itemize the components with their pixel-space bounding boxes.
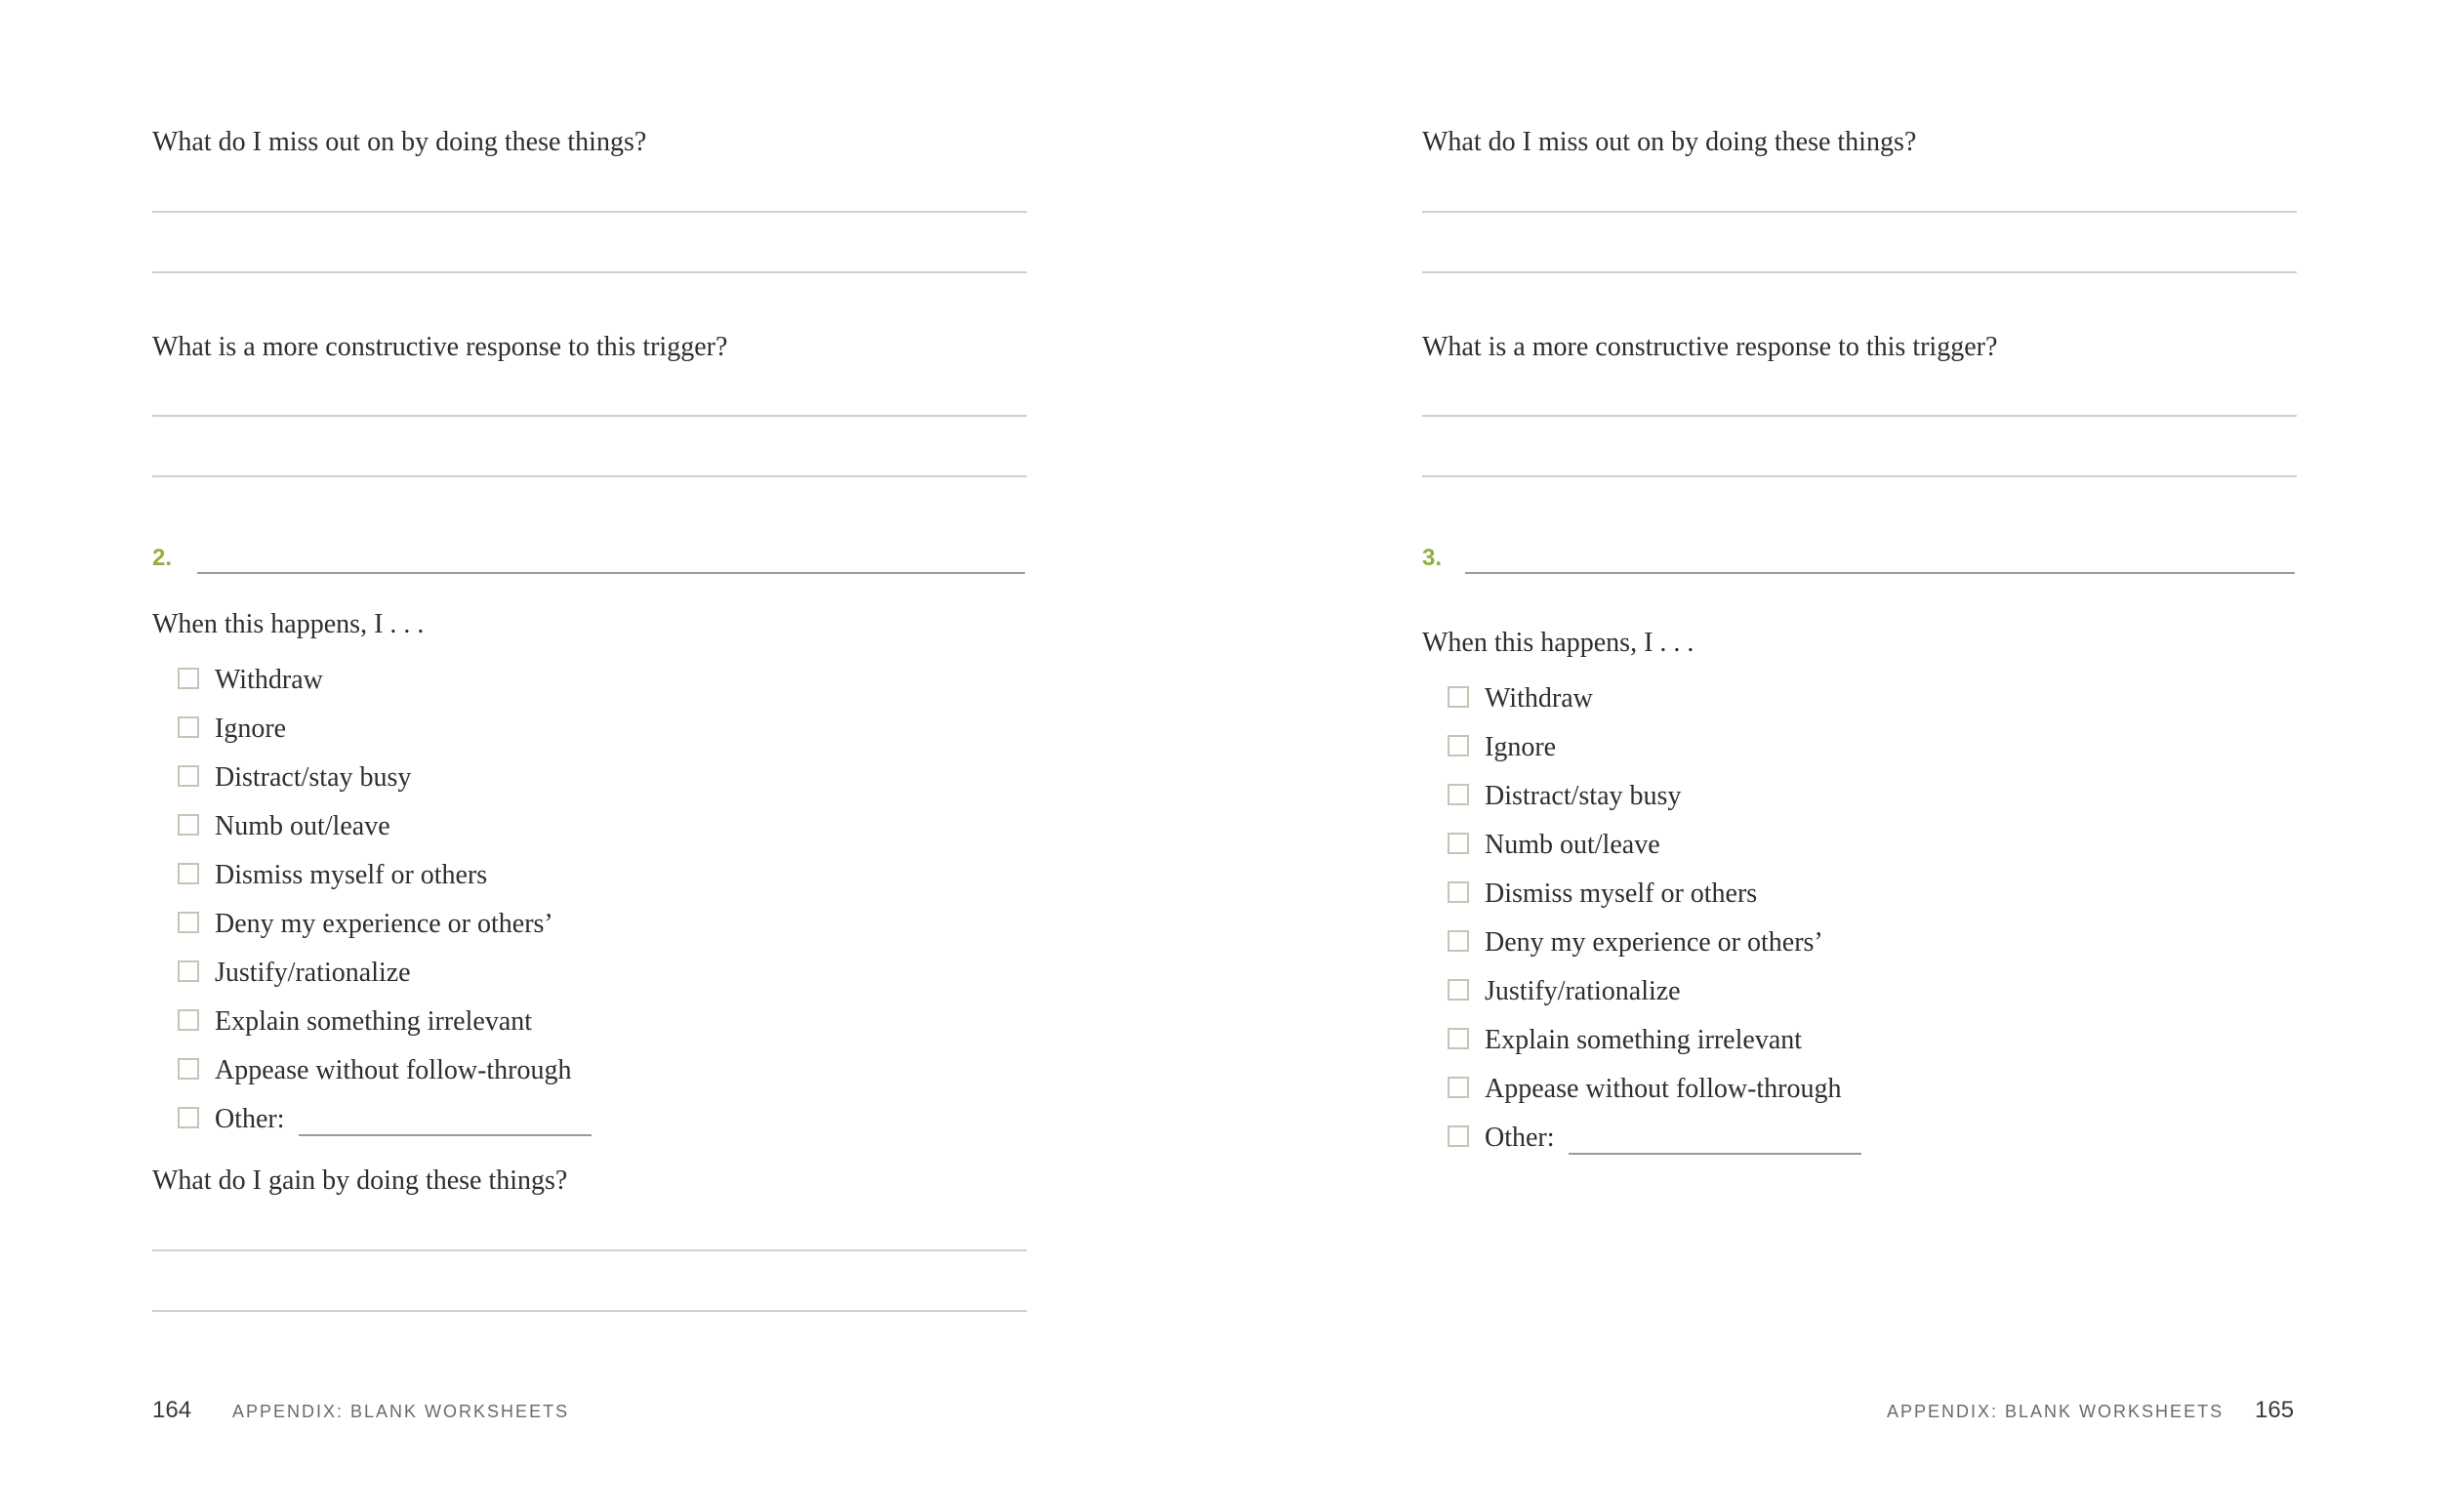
page-number: 164 <box>152 1397 192 1423</box>
checkbox[interactable] <box>178 960 199 982</box>
page-number: 165 <box>2255 1397 2295 1423</box>
checklist-label: Withdraw <box>215 665 323 695</box>
checklist-label: Withdraw <box>1485 683 1593 714</box>
checklist-item-other[interactable] <box>178 1103 646 1138</box>
checklist-label: Deny my experience or others’ <box>215 909 553 939</box>
answer-line[interactable] <box>152 211 1027 213</box>
answer-line[interactable] <box>152 415 1027 417</box>
checklist-label: Other: <box>215 1104 285 1134</box>
checklist-label: Explain something irrelevant <box>1485 1025 1803 1055</box>
running-footer-title: APPENDIX: BLANK WORKSHEETS <box>1887 1402 2225 1421</box>
right-page <box>1225 0 2450 1512</box>
checkbox[interactable] <box>1448 735 1469 756</box>
checkbox[interactable] <box>178 863 199 884</box>
checklist-label: Appease without follow-through <box>1485 1074 1842 1104</box>
checklist-label: Other: <box>1485 1123 1555 1153</box>
checkbox[interactable] <box>1448 1028 1469 1049</box>
checkbox[interactable] <box>1448 1077 1469 1098</box>
checklist-label: Deny my experience or others’ <box>1485 927 1823 958</box>
checklist-label: Numb out/leave <box>1485 830 1660 860</box>
checklist-label: Dismiss myself or others <box>215 860 488 890</box>
answer-line[interactable] <box>1422 415 2297 417</box>
checklist-label: Explain something irrelevant <box>215 1006 533 1037</box>
answer-line[interactable] <box>1422 475 2297 477</box>
checklist-label: Ignore <box>1485 732 1557 762</box>
answer-line[interactable] <box>152 1249 1027 1251</box>
checkbox[interactable] <box>1448 881 1469 903</box>
item-number: 3. <box>1422 545 1443 571</box>
checkbox[interactable] <box>178 1107 199 1128</box>
checkbox[interactable] <box>178 716 199 738</box>
checklist-label: Ignore <box>215 714 287 744</box>
checkbox[interactable] <box>1448 686 1469 708</box>
checkbox[interactable] <box>178 765 199 787</box>
answer-line[interactable] <box>152 1310 1027 1312</box>
item-number: 2. <box>152 545 173 571</box>
checkbox[interactable] <box>1448 979 1469 1001</box>
checklist-label: Dismiss myself or others <box>1485 879 1758 909</box>
checklist-label: Appease without follow-through <box>215 1055 572 1085</box>
checkbox[interactable] <box>178 668 199 689</box>
when-this-happens-prompt: When this happens, I . . . <box>1422 628 1695 658</box>
checkbox[interactable] <box>178 1009 199 1031</box>
answer-line[interactable] <box>1422 271 2297 273</box>
when-this-happens-prompt: When this happens, I . . . <box>152 609 425 639</box>
checklist-label: Distract/stay busy <box>215 762 412 793</box>
question-constructive-response: What is a more constructive response to this trigger? <box>152 332 728 362</box>
checkbox[interactable] <box>1448 1125 1469 1147</box>
response-checklist <box>178 664 861 1152</box>
checklist-label: Justify/rationalize <box>1485 976 1681 1006</box>
question-gain: What do I gain by doing these things? <box>152 1165 568 1196</box>
response-checklist <box>1448 682 2131 1170</box>
running-footer-title: APPENDIX: BLANK WORKSHEETS <box>232 1402 570 1421</box>
other-input-line[interactable] <box>299 1134 592 1136</box>
checkbox[interactable] <box>1448 833 1469 854</box>
checkbox[interactable] <box>178 814 199 836</box>
checkbox[interactable] <box>1448 784 1469 805</box>
answer-line[interactable] <box>1422 211 2297 213</box>
question-miss-out: What do I miss out on by doing these things? <box>1422 127 1917 157</box>
question-miss-out: What do I miss out on by doing these things? <box>152 127 647 157</box>
checklist-label: Numb out/leave <box>215 811 390 841</box>
question-constructive-response: What is a more constructive response to this trigger? <box>1422 332 1998 362</box>
checklist-label: Distract/stay busy <box>1485 781 1682 811</box>
checklist-label: Justify/rationalize <box>215 958 411 988</box>
checkbox[interactable] <box>1448 930 1469 952</box>
answer-line[interactable] <box>152 271 1027 273</box>
other-input-line[interactable] <box>1569 1153 1861 1155</box>
answer-line[interactable] <box>152 475 1027 477</box>
trigger-line[interactable] <box>1465 572 2295 574</box>
checklist-item-other[interactable] <box>1448 1122 1916 1157</box>
checkbox[interactable] <box>178 912 199 933</box>
trigger-line[interactable] <box>197 572 1025 574</box>
checkbox[interactable] <box>178 1058 199 1080</box>
